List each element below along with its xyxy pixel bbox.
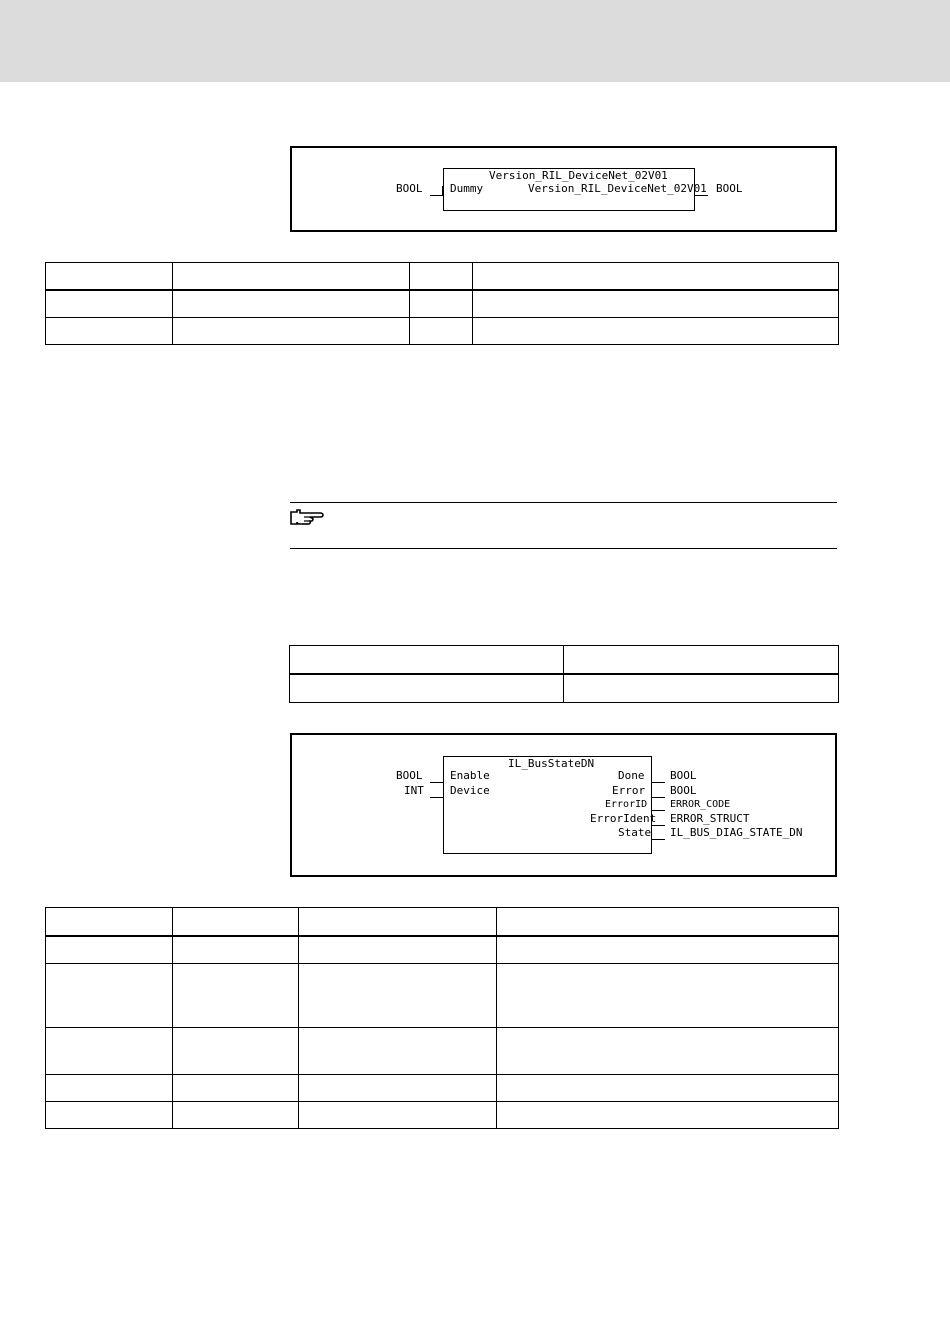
fb-output-type: BOOL	[670, 769, 697, 782]
fb-version-input-connector	[430, 195, 443, 196]
fb-output-pin: State	[618, 826, 652, 839]
fb-output-type: BOOL	[670, 784, 697, 797]
fb-output-type: ERROR_STRUCT	[670, 812, 750, 825]
pointing-hand-icon	[290, 509, 324, 527]
fb-output-connector	[652, 839, 665, 840]
fb-output-pin: ErrorID	[605, 799, 648, 810]
table-row	[46, 1075, 839, 1102]
fb-version-input-connector-tick	[442, 186, 443, 195]
table-header-row	[290, 646, 839, 675]
fb-output-connector	[652, 782, 665, 783]
table-row	[46, 290, 839, 318]
table-row	[46, 936, 839, 964]
fb-input-connector	[430, 782, 443, 783]
fb-busstate-diagram	[290, 733, 837, 877]
table-row	[46, 318, 839, 345]
table-header-row	[46, 263, 839, 291]
page-header-band	[0, 0, 950, 82]
table-row	[46, 1028, 839, 1075]
fb-output-connector	[652, 797, 665, 798]
fb-input-type: BOOL	[396, 769, 423, 782]
version-parameter-table	[45, 262, 839, 345]
fb-version-diagram	[290, 146, 837, 232]
fb-busstate-title: IL_BusStateDN	[508, 757, 595, 770]
fb-version-output-connector	[695, 195, 708, 196]
fb-output-pin: ErrorIdent	[590, 812, 657, 825]
table-row	[290, 674, 839, 703]
fb-input-pin: Enable	[450, 769, 490, 782]
fb-output-pin: Error	[612, 784, 646, 797]
fb-version-input-type: BOOL	[396, 182, 423, 195]
fb-output-connector	[652, 810, 665, 811]
table-row	[46, 964, 839, 1028]
note-bottom-rule	[290, 548, 837, 549]
fb-input-connector	[430, 797, 443, 798]
fb-output-type: IL_BUS_DIAG_STATE_DN	[670, 826, 803, 839]
block-summary-table	[289, 645, 839, 703]
fb-version-output-type: BOOL	[716, 182, 743, 195]
fb-input-type: INT	[404, 784, 424, 797]
table-row	[46, 1102, 839, 1129]
table-header-row	[46, 908, 839, 937]
fb-output-pin: Done	[618, 769, 645, 782]
fb-version-input-pin: Dummy	[450, 182, 484, 195]
note-top-rule	[290, 502, 837, 503]
fb-output-type: ERROR_CODE	[670, 799, 731, 810]
busstate-parameter-table	[45, 907, 839, 1129]
fb-input-pin: Device	[450, 784, 490, 797]
fb-version-output-pin: Version_RIL_DeviceNet_02V01	[528, 182, 707, 195]
fb-version-title: Version_RIL_DeviceNet_02V01	[489, 169, 668, 182]
fb-output-connector	[652, 825, 665, 826]
